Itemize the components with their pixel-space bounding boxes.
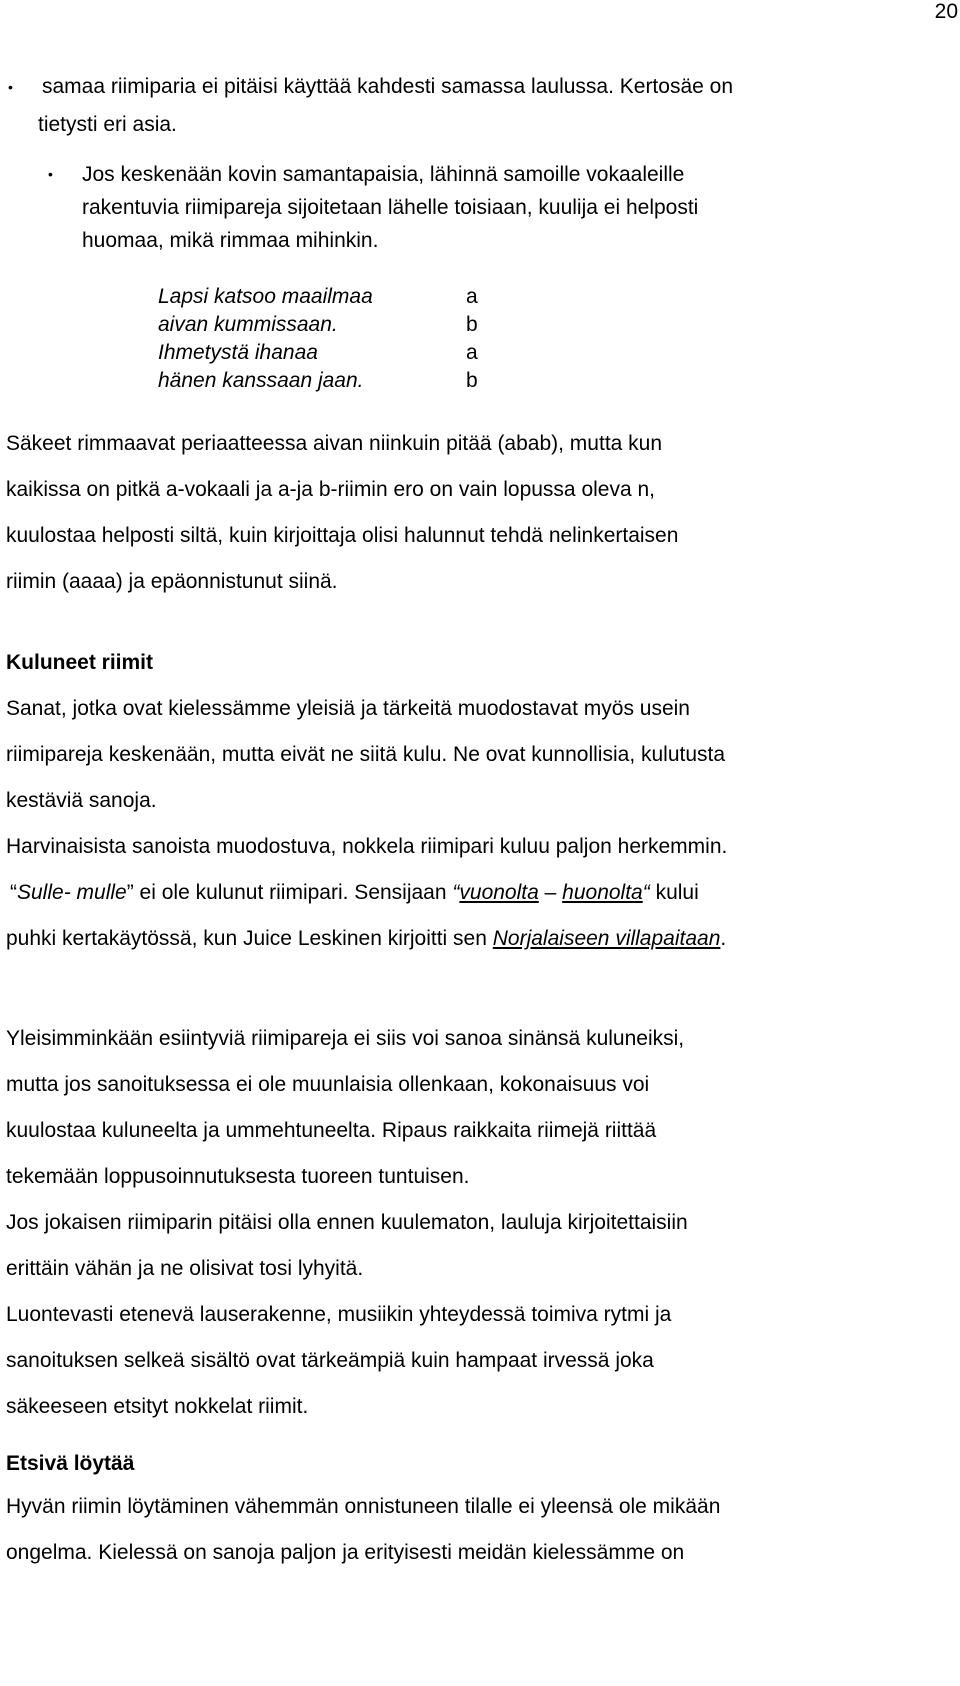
rhyme-letter: b [466, 313, 478, 336]
text-line: Yleisimminkään esiintyviä riimipareja ei siis voi sanoa sinänsä kuluneiksi, [6, 1027, 685, 1050]
paragraph-finding-rhymes [6, 1484, 960, 1576]
text-line: riimipareja keskenään, mutta eivät ne siitä kulu. Ne ovat kunnollisia, kulutusta [6, 743, 726, 766]
page-number: 20 [934, 0, 958, 23]
quote-mark: “ [10, 881, 17, 904]
section-heading-kuluneet-riimit: Kuluneet riimit [6, 651, 154, 674]
rhyme-letter: b [466, 369, 478, 392]
paragraph-rhyme-analysis [6, 421, 960, 605]
text-line: säkeeseen etsityt nokkelat riimit. [6, 1395, 309, 1418]
text-line: riimin (aaaa) ja epäonnistunut siinä. [6, 570, 338, 593]
text-line: Jos jokaisen riimiparin pitäisi olla ennen kuulematon, lauluja kirjoitettaisiin [6, 1211, 688, 1234]
poem-line: aivan kummissaan. [158, 313, 338, 336]
bullet-line: rakentuvia riimipareja sijoitetaan lähelle toisiaan, kuulija ei helposti [82, 196, 699, 219]
poem-example [158, 283, 373, 395]
quote-mark: ” [126, 881, 134, 904]
text-line: mutta jos sanoituksessa ei ole muunlaisia ollenkaan, kokonaisuus voi [6, 1073, 650, 1096]
bullet-icon: • [8, 79, 13, 95]
poem-line: Ihmetystä ihanaa [158, 341, 318, 364]
quote-mark: “ [642, 881, 650, 904]
text-line: kaikissa on pitkä a-vokaali ja a-ja b-riimin ero on vain lopussa oleva n, [6, 478, 655, 501]
text-line: Säkeet rimmaavat periaatteessa aivan niinkuin pitää (abab), mutta kun [6, 432, 663, 455]
text-segment: ei ole kulunut riimipari. Sensijaan [133, 881, 453, 904]
text-line: Harvinaisista sanoista muodostuva, nokkela riimipari kuluu paljon herkemmin. [6, 835, 728, 858]
text-segment: . [720, 927, 727, 950]
text-line [6, 916, 960, 962]
song-title: Norjalaiseen villapaitaan [492, 927, 721, 950]
text-line: sanoituksen selkeä sisältö ovat tärkeämpiä kuin hampaat irvessä joka [6, 1349, 654, 1372]
rhyme-scheme [466, 283, 478, 395]
text-segment: – [538, 881, 563, 904]
text-line: kestäviä sanoja. [6, 789, 157, 812]
text-line [6, 870, 960, 916]
rhyme-letter: a [466, 341, 478, 364]
text-line: ongelma. Kielessä on sanoja paljon ja erityisesti meidän kielessämme on [6, 1541, 685, 1564]
example-word: vuonolta [459, 881, 539, 904]
quote-mark: “ [452, 881, 460, 904]
text-segment: kului [649, 881, 699, 904]
text-line: Hyvän riimin löytäminen vähemmän onnistuneen tilalle ei yleensä ole mikään [6, 1495, 721, 1518]
text-line: kuulostaa helposti siltä, kuin kirjoittaja olisi halunnut tehdä nelinkertaisen [6, 524, 679, 547]
paragraph-worn-rhymes [6, 686, 960, 962]
paragraph-common-rhymes [6, 1016, 960, 1430]
bullet-line: Jos keskenään kovin samantapaisia, lähinnä samoille vokaaleille [82, 163, 685, 186]
text-line: tekemään loppusoinnutuksesta tuoreen tuntuisen. [6, 1165, 470, 1188]
bullet-line: samaa riimiparia ei pitäisi käyttää kahdesti samassa laulussa. Kertosäe on [42, 75, 734, 98]
text-line: Luontevasti etenevä lauserakenne, musiikin yhteydessä toimiva rytmi ja [6, 1303, 672, 1326]
bullet-item [8, 69, 954, 143]
rhyme-letter: a [466, 285, 478, 308]
example-rhyme-pair: Sulle- mulle [17, 881, 127, 904]
poem-line: hänen kanssaan jaan. [158, 369, 364, 392]
example-word: huonolta [562, 881, 643, 904]
bullet-item [48, 158, 954, 257]
text-segment: puhki kertakäytössä, kun Juice Leskinen kirjoitti sen [6, 927, 493, 950]
bullet-line: tietysti eri asia. [38, 113, 177, 136]
text-line: kuulostaa kuluneelta ja ummehtuneelta. Ripaus raikkaita riimejä riittää [6, 1119, 657, 1142]
poem-line: Lapsi katsoo maailmaa [158, 285, 373, 308]
text-line: Sanat, jotka ovat kielessämme yleisiä ja tärkeitä muodostavat myös usein [6, 697, 690, 720]
section-heading-etsiva-loytaa: Etsivä löytää [6, 1452, 135, 1475]
bullet-line: huomaa, mikä rimmaa mihinkin. [82, 229, 379, 252]
text-line: erittäin vähän ja ne olisivat tosi lyhyitä. [6, 1257, 364, 1280]
bullet-icon: • [48, 166, 53, 182]
